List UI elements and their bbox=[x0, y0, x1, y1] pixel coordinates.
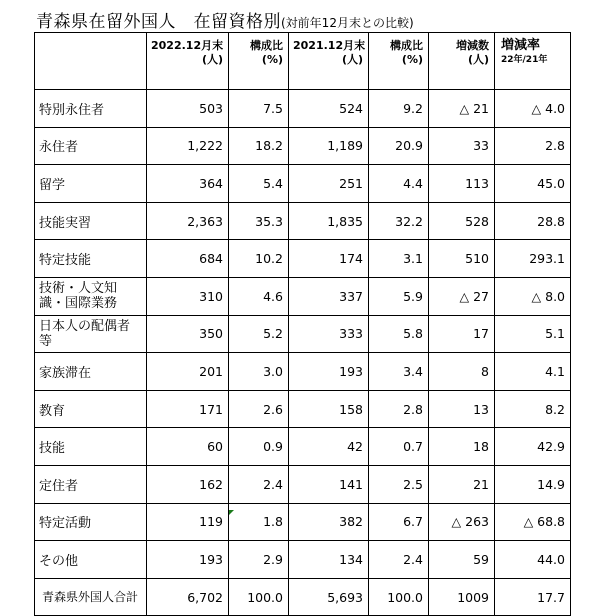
ratio-2021: 32.2 bbox=[369, 202, 429, 240]
ratio-2021: 3.4 bbox=[369, 353, 429, 391]
ratio-2022: 2.4 bbox=[229, 465, 289, 503]
diff-count: 59 bbox=[429, 541, 495, 579]
count-2021: 333 bbox=[289, 315, 369, 353]
table-row bbox=[35, 541, 571, 579]
count-2021: 1,835 bbox=[289, 202, 369, 240]
diff-rate: 4.1 bbox=[495, 353, 571, 391]
count-2022: 201 bbox=[147, 353, 229, 391]
ratio-2021: 4.4 bbox=[369, 165, 429, 203]
ratio-2022: 4.6 bbox=[229, 277, 289, 315]
count-2022: 171 bbox=[147, 390, 229, 428]
ratio-2022: 2.6 bbox=[229, 390, 289, 428]
diff-rate: 5.1 bbox=[495, 315, 571, 353]
count-2022: 310 bbox=[147, 277, 229, 315]
ratio-2022: 5.2 bbox=[229, 315, 289, 353]
count-2022: 162 bbox=[147, 465, 229, 503]
table-row bbox=[35, 390, 571, 428]
ratio-2022: 2.9 bbox=[229, 541, 289, 579]
ratio-2022: 3.0 bbox=[229, 353, 289, 391]
count-2022: 60 bbox=[147, 428, 229, 466]
row-category: 特定活動 bbox=[35, 503, 147, 541]
count-2021: 42 bbox=[289, 428, 369, 466]
count-2021: 382 bbox=[289, 503, 369, 541]
ratio-2022: 35.3 bbox=[229, 202, 289, 240]
diff-count: △ 21 bbox=[429, 90, 495, 128]
row-category: 日本人の配偶者等 bbox=[35, 315, 147, 353]
ratio-2022: 0.9 bbox=[229, 428, 289, 466]
header-ratio-2021: 構成比 (%) bbox=[369, 33, 429, 90]
residence-status-table bbox=[34, 32, 571, 616]
total-count-2022: 6,702 bbox=[147, 578, 229, 616]
total-diff-count: 1009 bbox=[429, 578, 495, 616]
count-2022: 2,363 bbox=[147, 202, 229, 240]
diff-count: 18 bbox=[429, 428, 495, 466]
table-row bbox=[35, 465, 571, 503]
total-ratio-2021: 100.0 bbox=[369, 578, 429, 616]
count-2021: 134 bbox=[289, 541, 369, 579]
ratio-2021: 3.1 bbox=[369, 240, 429, 278]
diff-rate: 44.0 bbox=[495, 541, 571, 579]
cell-comment-indicator bbox=[229, 510, 234, 515]
header-count-2022: 2022.12月末 (人) bbox=[147, 33, 229, 90]
count-2021: 1,189 bbox=[289, 127, 369, 165]
ratio-2022: 7.5 bbox=[229, 90, 289, 128]
total-label: 青森県外国人合計 bbox=[35, 578, 147, 616]
count-2021: 524 bbox=[289, 90, 369, 128]
row-category: 技能実習 bbox=[35, 202, 147, 240]
row-category: 留学 bbox=[35, 165, 147, 203]
diff-count: 8 bbox=[429, 353, 495, 391]
ratio-2021: 5.9 bbox=[369, 277, 429, 315]
table-row bbox=[35, 315, 571, 353]
diff-rate: △ 68.8 bbox=[495, 503, 571, 541]
ratio-2021: 0.7 bbox=[369, 428, 429, 466]
diff-count: 528 bbox=[429, 202, 495, 240]
table-row bbox=[35, 127, 571, 165]
diff-rate: 293.1 bbox=[495, 240, 571, 278]
row-category: 特定技能 bbox=[35, 240, 147, 278]
page-title bbox=[36, 7, 414, 32]
count-2021: 158 bbox=[289, 390, 369, 428]
ratio-2022: 10.2 bbox=[229, 240, 289, 278]
ratio-2022: 18.2 bbox=[229, 127, 289, 165]
diff-rate: 28.8 bbox=[495, 202, 571, 240]
table-row bbox=[35, 503, 571, 541]
ratio-2021: 2.4 bbox=[369, 541, 429, 579]
count-2022: 684 bbox=[147, 240, 229, 278]
header-row bbox=[35, 33, 571, 90]
count-2021: 141 bbox=[289, 465, 369, 503]
table-row bbox=[35, 90, 571, 128]
count-2021: 337 bbox=[289, 277, 369, 315]
diff-count: 33 bbox=[429, 127, 495, 165]
diff-rate: 42.9 bbox=[495, 428, 571, 466]
table-row bbox=[35, 428, 571, 466]
diff-rate: 8.2 bbox=[495, 390, 571, 428]
count-2022: 1,222 bbox=[147, 127, 229, 165]
diff-rate: △ 8.0 bbox=[495, 277, 571, 315]
total-diff-rate: 17.7 bbox=[495, 578, 571, 616]
table-row bbox=[35, 353, 571, 391]
row-category: 定住者 bbox=[35, 465, 147, 503]
header-corner-cell bbox=[35, 33, 147, 90]
count-2022: 503 bbox=[147, 90, 229, 128]
header-count-2021: 2021.12月末 (人) bbox=[289, 33, 369, 90]
diff-count: 13 bbox=[429, 390, 495, 428]
row-category: 技能 bbox=[35, 428, 147, 466]
header-diff: 増減数 (人) bbox=[429, 33, 495, 90]
count-2022: 350 bbox=[147, 315, 229, 353]
diff-count: △ 263 bbox=[429, 503, 495, 541]
ratio-2021: 6.7 bbox=[369, 503, 429, 541]
row-category: 永住者 bbox=[35, 127, 147, 165]
ratio-2021: 9.2 bbox=[369, 90, 429, 128]
diff-count: △ 27 bbox=[429, 277, 495, 315]
count-2022: 193 bbox=[147, 541, 229, 579]
diff-count: 510 bbox=[429, 240, 495, 278]
row-category: 技術・人文知識・国際業務 bbox=[35, 277, 147, 315]
table-row bbox=[35, 202, 571, 240]
row-category: その他 bbox=[35, 541, 147, 579]
count-2021: 174 bbox=[289, 240, 369, 278]
row-category: 特別永住者 bbox=[35, 90, 147, 128]
row-category: 家族滞在 bbox=[35, 353, 147, 391]
diff-rate: 45.0 bbox=[495, 165, 571, 203]
diff-rate: 2.8 bbox=[495, 127, 571, 165]
table-row bbox=[35, 240, 571, 278]
ratio-2022: 5.4 bbox=[229, 165, 289, 203]
count-2021: 251 bbox=[289, 165, 369, 203]
total-ratio-2022: 100.0 bbox=[229, 578, 289, 616]
ratio-2021: 5.8 bbox=[369, 315, 429, 353]
title-main: 青森県在留外国人 在留資格別 bbox=[36, 12, 281, 32]
row-category: 教育 bbox=[35, 390, 147, 428]
count-2022: 364 bbox=[147, 165, 229, 203]
table-row bbox=[35, 277, 571, 315]
diff-count: 17 bbox=[429, 315, 495, 353]
table-row bbox=[35, 165, 571, 203]
diff-rate: 14.9 bbox=[495, 465, 571, 503]
total-row bbox=[35, 578, 571, 616]
title-subtitle: (対前年12月末との比較) bbox=[281, 16, 414, 30]
count-2021: 193 bbox=[289, 353, 369, 391]
header-ratio-2022: 構成比 (%) bbox=[229, 33, 289, 90]
ratio-2021: 20.9 bbox=[369, 127, 429, 165]
diff-count: 21 bbox=[429, 465, 495, 503]
total-count-2021: 5,693 bbox=[289, 578, 369, 616]
diff-count: 113 bbox=[429, 165, 495, 203]
ratio-2021: 2.5 bbox=[369, 465, 429, 503]
ratio-2022: 1.8 bbox=[229, 503, 289, 541]
diff-rate: △ 4.0 bbox=[495, 90, 571, 128]
header-rate: 増減率 22年/21年 bbox=[495, 33, 571, 90]
count-2022: 119 bbox=[147, 503, 229, 541]
ratio-2021: 2.8 bbox=[369, 390, 429, 428]
